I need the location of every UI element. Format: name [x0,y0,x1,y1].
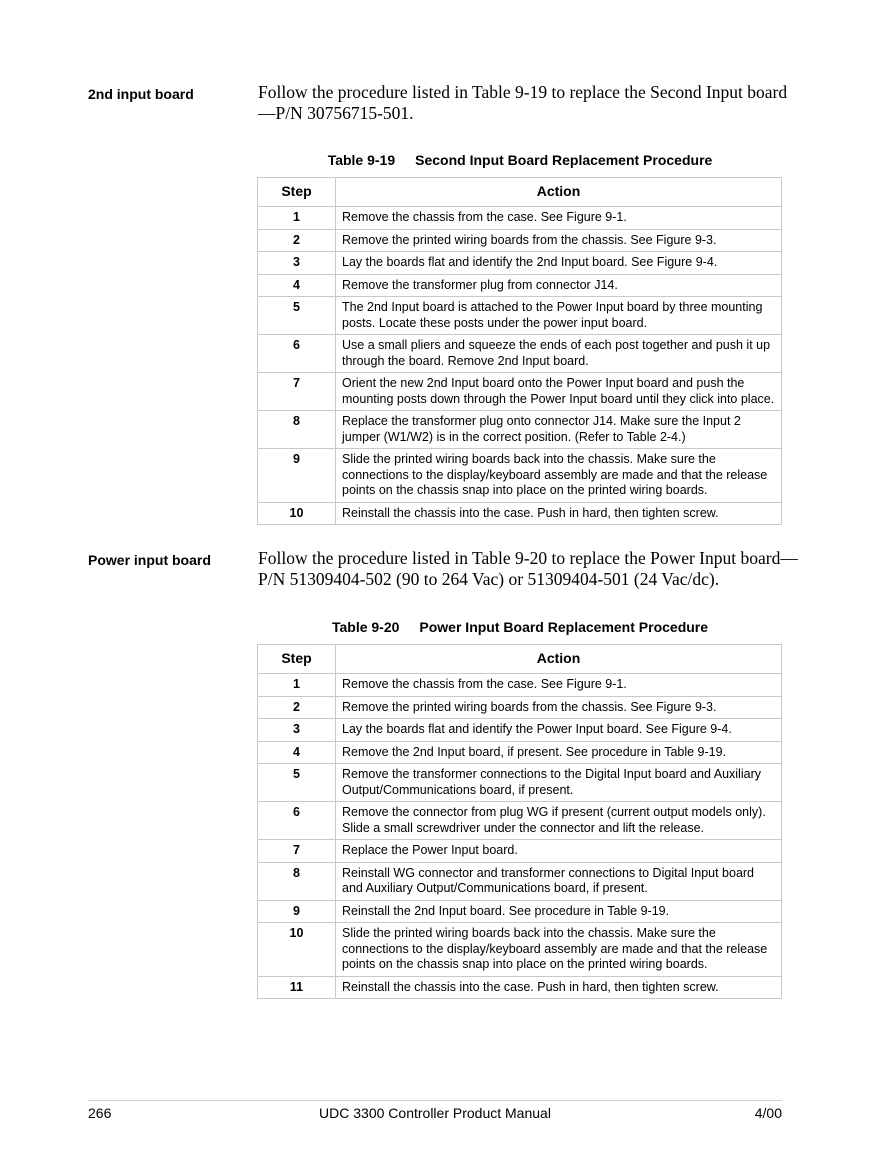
step-action: Reinstall the 2nd Input board. See procedure in Table 9-19. [336,900,782,923]
table-row [258,976,782,999]
step-action: Replace the Power Input board. [336,840,782,863]
step-number: 1 [258,207,336,230]
table-row [258,802,782,840]
step-action: Reinstall the chassis into the case. Push in hard, then tighten screw. [336,976,782,999]
step-action: Slide the printed wiring boards back into the chassis. Make sure the connections to the display/keyboard assembly are made and that the release points on the chassis snap into place on the printed wiring boards. [336,923,782,977]
step-number: 4 [258,741,336,764]
step-number: 10 [258,923,336,977]
step-number: 7 [258,840,336,863]
step-action: Reinstall the chassis into the case. Push in hard, then tighten screw. [336,502,782,525]
table-row [258,274,782,297]
page-footer [88,1100,782,1121]
step-number: 2 [258,696,336,719]
table-row [258,719,782,742]
table-row [258,373,782,411]
step-action: Remove the connector from plug WG if present (current output models only). Slide a small screwdriver under the connector and lift the release. [336,802,782,840]
step-number: 8 [258,862,336,900]
step-action: Remove the 2nd Input board, if present. See procedure in Table 9-19. [336,741,782,764]
step-action: Reinstall WG connector and transformer connections to Digital Input board and Auxiliary Output/Communications board, if present. [336,862,782,900]
table-row [258,252,782,275]
intro-paragraph: Follow the procedure listed in Table 9-19 to replace the Second Input board—P/N 30756715-501. [258,82,788,123]
column-header-step: Step [258,645,336,674]
step-action: Orient the new 2nd Input board onto the Power Input board and push the mounting posts down through the Power Input board until they click into place. [336,373,782,411]
table-row [258,674,782,697]
table-row [258,862,782,900]
procedure-table-9-20 [257,644,782,999]
step-number: 4 [258,274,336,297]
step-action: Lay the boards flat and identify the 2nd Input board. See Figure 9-4. [336,252,782,275]
step-action: Replace the transformer plug onto connector J14. Make sure the Input 2 jumper (W1/W2) is in the correct position. (Refer to Table 2-4.) [336,411,782,449]
step-action: Remove the printed wiring boards from the chassis. See Figure 9-3. [336,229,782,252]
step-number: 3 [258,252,336,275]
step-action: Remove the chassis from the case. See Figure 9-1. [336,207,782,230]
step-action: The 2nd Input board is attached to the Power Input board by three mounting posts. Locate these posts under the power input board. [336,297,782,335]
table-row [258,900,782,923]
table-title: Power Input Board Replacement Procedure [419,619,709,635]
table-title: Second Input Board Replacement Procedure [415,152,713,168]
step-number: 3 [258,719,336,742]
table-row [258,411,782,449]
column-header-action: Action [336,178,782,207]
table-row [258,229,782,252]
step-number: 6 [258,335,336,373]
step-action: Slide the printed wiring boards back into the chassis. Make sure the connections to the display/keyboard assembly are made and that the release points on the chassis snap into place on the printed wiring boards. [336,449,782,503]
page-number: 266 [88,1105,112,1121]
step-number: 5 [258,764,336,802]
table-row [258,696,782,719]
side-label: Power input board [88,552,211,568]
step-action: Remove the transformer plug from connector J14. [336,274,782,297]
revision-date: 4/00 [754,1105,782,1121]
step-number: 6 [258,802,336,840]
column-header-action: Action [336,645,782,674]
step-action: Remove the transformer connections to the Digital Input board and Auxiliary Output/Communications board, if present. [336,764,782,802]
column-header-step: Step [258,178,336,207]
table-number: Table 9-20 [331,619,400,635]
table-row [258,840,782,863]
step-action: Use a small pliers and squeeze the ends of each post together and push it up through the board. Remove 2nd Input board. [336,335,782,373]
step-number: 7 [258,373,336,411]
manual-title: UDC 3300 Controller Product Manual [319,1105,551,1121]
step-number: 5 [258,297,336,335]
step-number: 8 [258,411,336,449]
step-number: 9 [258,900,336,923]
table-row [258,741,782,764]
table-number: Table 9-19 [327,152,396,168]
table-row [258,502,782,525]
side-label: 2nd input board [88,86,194,102]
table-caption [258,152,782,168]
table-row [258,923,782,977]
procedure-table-9-19 [257,177,782,525]
table-caption [258,619,782,635]
table-header-row [258,645,782,674]
table-row [258,449,782,503]
step-number: 2 [258,229,336,252]
table-row [258,207,782,230]
step-action: Remove the printed wiring boards from the chassis. See Figure 9-3. [336,696,782,719]
step-number: 1 [258,674,336,697]
step-number: 10 [258,502,336,525]
table-row [258,335,782,373]
step-action: Remove the chassis from the case. See Figure 9-1. [336,674,782,697]
intro-paragraph: Follow the procedure listed in Table 9-20 to replace the Power Input board—P/N 51309404-502 (90 to 264 Vac) or 51309404-501 (24 Vac/dc). [258,548,798,589]
step-number: 9 [258,449,336,503]
step-action: Lay the boards flat and identify the Power Input board. See Figure 9-4. [336,719,782,742]
step-number: 11 [258,976,336,999]
table-header-row [258,178,782,207]
table-row [258,764,782,802]
table-row [258,297,782,335]
